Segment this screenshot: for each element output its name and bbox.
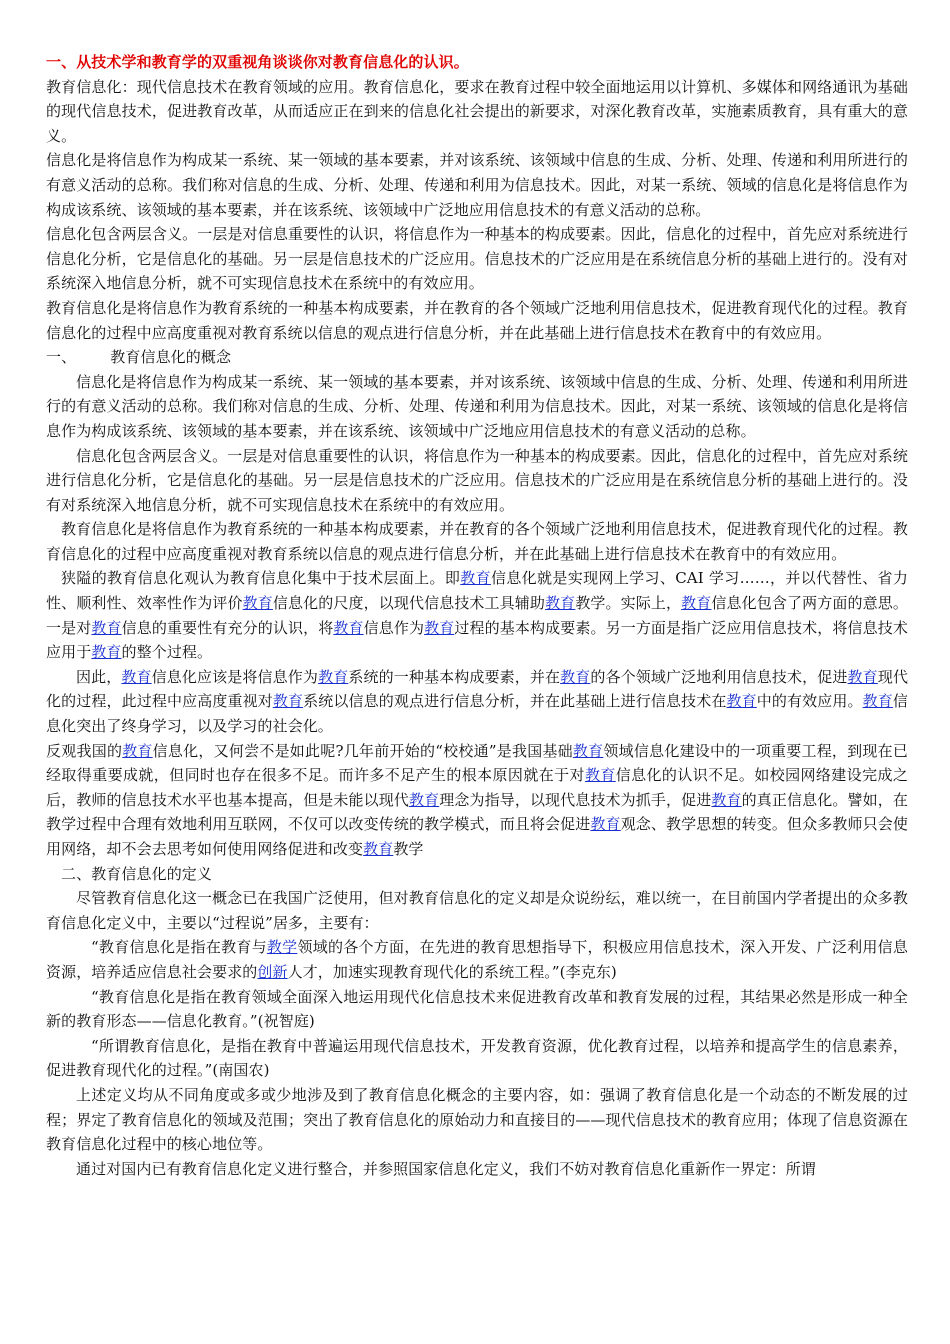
- paragraph-9: [46, 665, 908, 739]
- keyword-link[interactable]: 教育: [91, 618, 122, 637]
- document-title: 一、从技术学和教育学的双重视角谈谈你对教育信息化的认识。: [46, 53, 469, 71]
- text-run: 领域的各个方面，在先进的教育思想指导下，积极应用信息技术，深入开发、广泛利用信息资源，培养适应信息社会要求的: [46, 938, 908, 981]
- keyword-link[interactable]: 教育: [318, 667, 349, 686]
- keyword-link[interactable]: 教育: [460, 569, 491, 588]
- document-page: [46, 50, 908, 1181]
- quote-li-kedong: [46, 935, 908, 984]
- text-run: “教育信息化是指在教育与: [91, 938, 267, 957]
- text-run: 教学: [393, 840, 424, 858]
- keyword-link[interactable]: 教育: [272, 692, 304, 711]
- text-run: 中的有效应用。: [756, 692, 863, 711]
- keyword-link[interactable]: 教育: [408, 790, 440, 809]
- text-run: 信息化的尺度，以现代信息技术工具辅助: [272, 594, 546, 613]
- paragraph-3: 信息化包含两层含义。一层是对信息重要性的认识，将信息作为一种基本的构成要素。因此，信息化的过程中，首先应对系统进行信息化分析，它是信息化的基础。另一层是信息技术的广泛应用。信息技术的广泛应用是在系统信息分析的基础上进行的。没有对系统深入地信息分析，就不可实现信息技术在系统中的有效应用。: [46, 225, 908, 293]
- text-run: 的整个过程。: [121, 643, 213, 662]
- section-heading-2: 二、教育信息化的定义: [61, 864, 213, 883]
- keyword-link[interactable]: 教学: [266, 938, 298, 957]
- quote-zhu-zhiting: “教育信息化是指在教育领域全面深入地运用现代化信息技术来促进教育改革和教育发展的过程，其结果必然是形成一种全新的教育形态——信息化教育。”(祝智庭): [46, 987, 908, 1031]
- keyword-link[interactable]: 教育: [584, 766, 616, 785]
- text-run: 观念、教学思想的转变。但众多教师只会使用网络，却不会去思考如何使用网络促进和改变: [46, 815, 909, 858]
- text-run: 现代化的过程，此过程中应高度重视对: [46, 667, 909, 711]
- keyword-link[interactable]: 教育: [121, 667, 152, 686]
- text-run: 系统以信息的观点进行信息分析，并在此基础上进行信息技术在: [303, 692, 727, 711]
- section-heading-1: 一、 教育信息化的概念: [46, 348, 232, 367]
- paragraph-8: [46, 566, 908, 664]
- paragraph-16: 通过对国内已有教育信息化定义进行整合，并参照国家信息化定义，我们不妨对教育信息化重新作一界定：所谓: [76, 1159, 816, 1178]
- text-run: 信息作为: [363, 618, 425, 637]
- text-run: 的真正信息化。譬如，在教学过程中合理有效地利用互联网，不仅可以改变传统的教学模式，而且将会促进: [46, 790, 908, 834]
- text-run: 过程的基本构成要素。另一方面是指广泛应用信息技术，将信息技术应用于: [46, 618, 908, 662]
- text-run: 的各个领域广泛地利用信息技术，促进: [590, 667, 848, 686]
- keyword-link[interactable]: 创新: [257, 962, 288, 981]
- quote-nan-guonong: “所谓教育信息化，是指在教育中普遍运用现代信息技术，开发教育资源，优化教育过程，以培养和提高学生的信息素养，促进教育现代化的过程。”(南国农): [46, 1036, 908, 1080]
- keyword-link[interactable]: 教育: [681, 594, 712, 613]
- keyword-link[interactable]: 教育: [333, 618, 364, 637]
- keyword-link[interactable]: 教育: [862, 692, 893, 711]
- text-run: 反观我国的: [46, 741, 123, 760]
- paragraph-5: 信息化是将信息作为构成某一系统、某一领域的基本要素，并对该系统、该领域中信息的生成、分析、处理、传递和利用所进行的有意义活动的总称。我们称对信息的生成、分析、处理、传递和利用为信息技术。因此，对某一系统、该领域的信息化是将信息作为构成该系统、该领域的基本要素，并在该系统、该领域中广泛地应用信息技术的有意义活动的总称。: [46, 372, 908, 440]
- text-run: 教学。实际上，: [575, 594, 682, 613]
- keyword-link[interactable]: 教育: [847, 667, 878, 686]
- keyword-link[interactable]: 教育: [363, 840, 394, 858]
- text-run: 系统的一种基本构成要素，并在: [348, 667, 561, 686]
- paragraph-11: 尽管教育信息化这一概念已在我国广泛使用，但对教育信息化的定义却是众说纷纭，难以统一，在目前国内学者提出的众多教育信息化定义中，主要以“过程说”居多，主要有：: [46, 889, 908, 932]
- text-run: 领域信息化建设中的一项重要工程，到现在已经取得重要成就，但同时也存在很多不足。而许多不足产生的根本原因就在于对: [46, 741, 908, 785]
- keyword-link[interactable]: 教育: [545, 594, 576, 613]
- text-run: 信息化包含了两方面的意思。一是对: [46, 594, 908, 637]
- keyword-link[interactable]: 教育: [560, 667, 591, 686]
- text-run: 人才，加速实现教育现代化的系统工程。”(李克东): [287, 962, 617, 981]
- paragraph-6: 信息化包含两层含义。一层是对信息重要性的认识，将信息作为一种基本的构成要素。因此，信息化的过程中，首先应对系统进行信息化分析，它是信息化的基础。另一层是信息技术的广泛应用。信息技术的广泛应用是在系统信息分析的基础上进行的。没有对系统深入地信息分析，就不可实现信息技术在系统中的有效应用。: [46, 446, 908, 514]
- text-run: 信息化，又何尝不是如此呢?几年前开始的“校校通”是我国基础: [152, 741, 573, 760]
- text-run: 信息化就是实现网上学习、CAI 学习……，并以代替性、省力性、顺利性、效率性作为评价: [46, 569, 909, 613]
- keyword-link[interactable]: 教育: [122, 741, 153, 760]
- paragraph-15: 上述定义均从不同角度或多或少地涉及到了教育信息化概念的主要内容，如：强调了教育信息化是一个动态的不断发展的过程；界定了教育信息化的领域及范围；突出了教育信息化的原始动力和直接目的——现代信息技术的教育应用；体现了信息资源在教育信息化过程中的核心地位等。: [46, 1085, 908, 1154]
- text-run: 信息化突出了终身学习，以及学习的社会化。: [46, 692, 908, 736]
- text-run: 信息的重要性有充分的认识，将: [121, 618, 334, 637]
- keyword-link[interactable]: 教育: [424, 618, 455, 637]
- paragraph-10: [46, 739, 908, 862]
- paragraph-2: 信息化是将信息作为构成某一系统、某一领域的基本要素，并对该系统、该领域中信息的生成、分析、处理、传递和利用所进行的有意义活动的总称。我们称对信息的生成、分析、处理、传递和利用为信息技术。因此，对某一系统、领域的信息化是将信息作为构成该系统、该领域的基本要素，并在该系统、该领域中广泛地应用信息技术的有意义活动的总称。: [46, 151, 908, 219]
- text-run: 狭隘的教育信息化观认为教育信息化集中于技术层面上。即: [61, 569, 461, 588]
- paragraph-7: 教育信息化是将信息作为教育系统的一种基本构成要素，并在教育的各个领域广泛地利用信息技术，促进教育现代化的过程。教育信息化的过程中应高度重视对教育系统以信息的观点进行信息分析，并在此基础上进行信息技术在教育中的有效应用。: [46, 520, 908, 563]
- text-run: 信息化的认识不足。如校园网络建设完成之后，教师的信息技术水平也基本提高，但是未能以现代: [46, 766, 908, 809]
- text-run: 因此，: [76, 667, 122, 686]
- keyword-link[interactable]: 教育: [590, 815, 621, 834]
- keyword-link[interactable]: 教育: [572, 741, 604, 760]
- keyword-link[interactable]: 教育: [242, 594, 273, 613]
- text-run: 信息化应该是将信息作为: [151, 667, 319, 686]
- text-run: 理念为指导，以现代息技术为抓手，促进: [439, 790, 712, 809]
- paragraph-4: 教育信息化是将信息作为教育系统的一种基本构成要素，并在教育的各个领域广泛地利用信息技术，促进教育现代化的过程。教育信息化的过程中应高度重视对教育系统以信息的观点进行信息分析，并在此基础上进行信息技术在教育中的有效应用。: [46, 298, 908, 342]
- keyword-link[interactable]: 教育: [91, 643, 122, 662]
- paragraph-1: 教育信息化：现代信息技术在教育领域的应用。教育信息化，要求在教育过程中较全面地运用以计算机、多媒体和网络通讯为基础的现代信息技术，促进教育改革，从而适应正在到来的信息化社会提出的新要求，对深化教育改革，实施素质教育，具有重大的意义。: [46, 77, 908, 145]
- keyword-link[interactable]: 教育: [726, 692, 757, 711]
- keyword-link[interactable]: 教育: [711, 790, 742, 809]
